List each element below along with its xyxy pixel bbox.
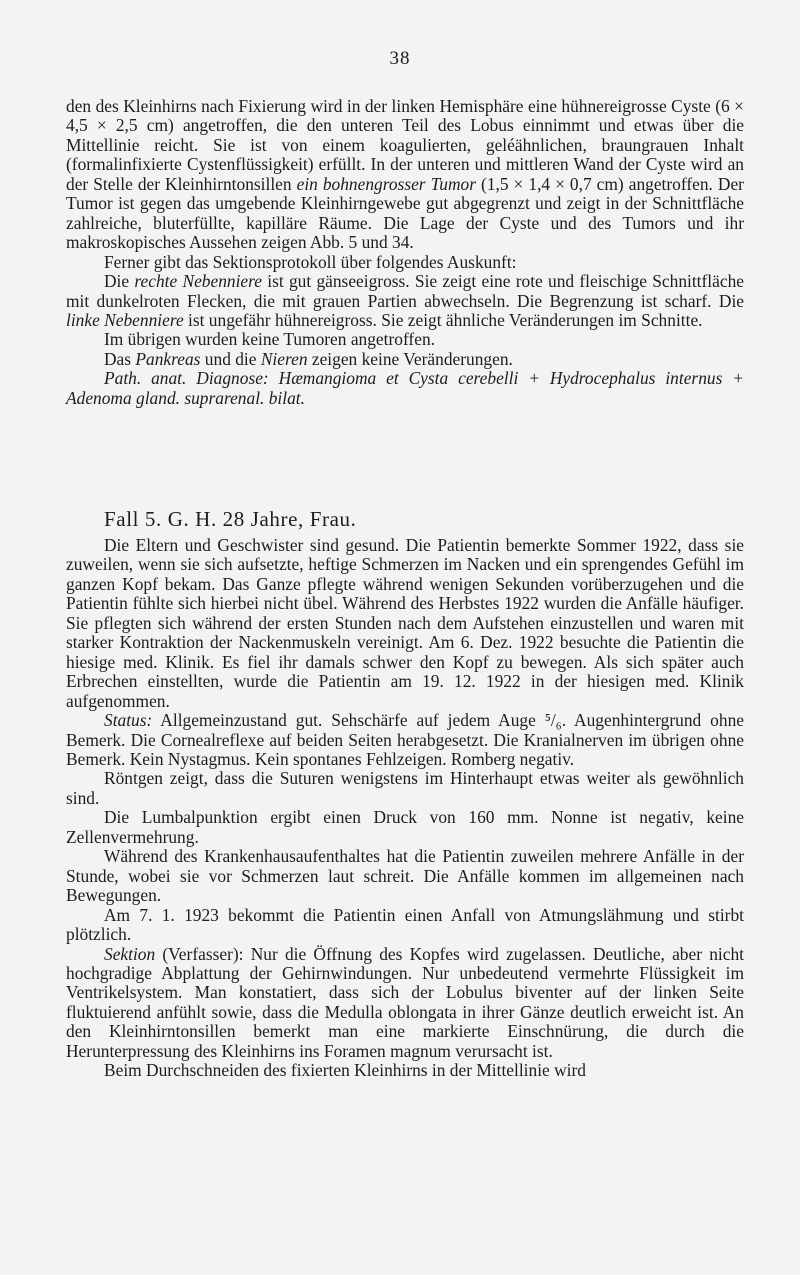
paragraph-section (66, 945, 744, 1062)
emphasis-right-adrenal: rechte Nebenniere (134, 271, 262, 292)
text-run: ist gut gänseeigross. Sie zeigt eine rote und fleischige Schnittfläche mit dunkelroten Flecken, die mit grauen Partien abwechseln. Die Begrenzung ist scharf. Die (66, 271, 744, 311)
emphasis-section: Sektion (104, 943, 156, 964)
case-heading: Fall 5. G. H. 28 Jahre, Frau. (104, 507, 357, 531)
emphasis-pancreas: Pankreas (135, 348, 201, 369)
paragraph-pancreas-kidneys (66, 350, 744, 369)
paragraph-status (66, 711, 744, 769)
autopsy-text-section (66, 97, 744, 408)
text-run: ist ungefähr hühnereigross. Sie zeigt ähnliche Veränderungen im Schnitte. (183, 309, 703, 330)
diagnosis-text: Path. anat. Diagnose: Hæmangioma et Cysta cerebelli + Hydrocephalus internus + Adenoma gland. suprarenal. bilat. (66, 368, 744, 408)
emphasis-kidneys: Nieren (260, 348, 308, 369)
paragraph-hospital-stay: Während des Krankenhausaufenthaltes hat die Patientin zuweilen mehrere Anfälle in der Stunde, wobei sie vor Schmerzen laut schreit. Die Anfälle kommen im allgemeinen nach Bewegungen. (66, 846, 744, 906)
text-run: Allgemeinzustand gut. Sehschärfe auf jedem Auge ⁵/₆. Augenhintergrund ohne Bemerk. Die Cornealreflexe auf beiden Seiten herabgesetzt. Die Kranialnerven im übrigen ohne Bemerk. Kein Nystagmus. Kein spontanes Fehlzeigen. Romberg negativ. (66, 710, 744, 769)
paragraph-tumor-description (66, 97, 744, 253)
paragraph-no-other-tumors: Im übrigen wurden keine Tumoren angetroffen. (104, 329, 435, 350)
paragraph-lumbar-puncture: Die Lumbalpunktion ergibt einen Druck von 160 mm. Nonne ist negativ, keine Zellenvermehrung. (66, 807, 744, 847)
paragraph-continuation: Beim Durchschneiden des fixierten Kleinhirns in der Mittellinie wird (104, 1060, 586, 1081)
paragraph-diagnosis (66, 369, 744, 408)
page-number: 38 (389, 48, 411, 69)
paragraph-death: Am 7. 1. 1923 bekommt die Patientin einen Anfall von Atmungslähmung und stirbt plötzlich. (66, 904, 744, 945)
text-run: und die (200, 348, 261, 369)
text-run: Das (104, 348, 136, 369)
text-run: den des Kleinhirns nach Fixierung wird in der linken Hemisphäre eine hühnereigrosse Cyste (6 × 4,5 × 2,5 cm) angetroffen, die den unteren Teil des Lobus einnimmt und etwas über die Mittellinie reicht. Sie ist von einem koagulierten, geléähnlichen, braungrauen Inhalt (formalinfixierte Cystenflüssigkeit) erfüllt. In der unteren und mittleren Wand der Cyste wird an der Stelle der Kleinhirntonsillen (66, 96, 744, 194)
emphasis-left-adrenal: linke Nebenniere (66, 309, 184, 330)
paragraph-history: Die Eltern und Geschwister sind gesund. Die Patientin bemerkte Sommer 1922, dass sie zuweilen, wenn sie sich aufsetzte, heftige Schmerzen im Nacken und ein sprengendes Gefühl im ganzen Kopf bekam. Das Ganze pflegte während wenigen Sekunden vorüberzugehen und die Patientin fühlte sich hierbei nicht übel. Während des Herbstes 1922 wurden die Anfälle häufiger. Sie pflegten sich während der ersten Stunden nach dem Aufstehen einzustellen und waren mit starker Kontraktion der Nackenmuskeln vereinigt. Am 6. Dez. 1922 besuchte die Patientin die hiesige med. Klinik. Es fiel ihr damals schwer den Kopf zu bewegen. Als sich später auch Erbrechen einstellten, wurde die Patientin am 19. 12. 1922 in der hiesigen med. Klinik aufgenommen. (66, 535, 744, 711)
paragraph-xray: Röntgen zeigt, dass die Suturen wenigstens im Hinterhaupt etwas weiter als gewöhnlich sind. (66, 768, 744, 808)
text-run: (Verfasser): Nur die Öffnung des Kopfes wird zugelassen. Deutliche, aber nicht hochgradige Abplattung der Gehirnwindungen. Nur unbedeutend vermehrte Flüssigkeit im Ventrikelsystem. Man konstatiert, dass sich der Lobulus biventer auf der linken Seite fluktuierend anfühlt sowie, dass die Medulla oblongata in ihrer Gänze deutlich erweicht ist. An den Kleinhirntonsillen bemerkt man eine markierte Einschnürung, die durch die Herunterpressung des Kleinhirns ins Foramen magnum verursacht ist. (66, 943, 744, 1061)
text-run: Die (104, 271, 135, 292)
text-run: (1,5 × 1,4 × 0,7 cm) angetroffen. Der Tumor ist gegen das umgebende Kleinhirngewebe gut abgegrenzt und zeigt in der Schnittfläche zahlreiche, bluterfüllte, kapilläre Räume. Die Lage der Cyste und des Tumors und ihr makroskopisches Aussehen zeigen Abb. 5 und 34. (66, 173, 744, 253)
case-five-section (66, 536, 744, 1081)
emphasis-tumor: ein bohnengrosser Tumor (296, 173, 477, 194)
paragraph-protocol-intro: Ferner gibt das Sektionsprotokoll über folgendes Auskunft: (104, 251, 517, 272)
emphasis-status: Status: (104, 710, 153, 731)
paragraph-adrenal-glands (66, 272, 744, 330)
text-run: zeigen keine Veränderungen. (307, 348, 513, 369)
